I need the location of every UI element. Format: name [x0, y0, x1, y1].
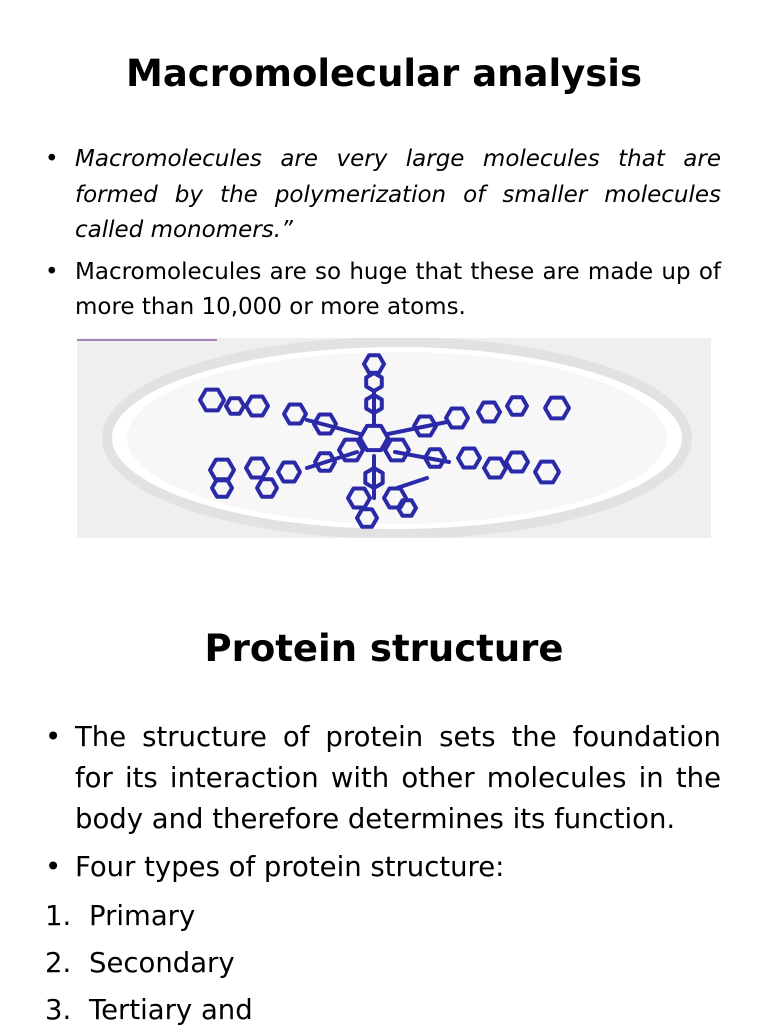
list-item	[45, 717, 721, 840]
bullet-marker: •	[45, 258, 59, 285]
bullet-list	[45, 717, 721, 895]
bullet-text: The structure of protein sets the foundation for its interaction with other molecules in the body and therefore determines its function.	[75, 721, 721, 835]
section-title: Protein structure	[204, 627, 564, 670]
item-number: 2.	[45, 947, 72, 979]
bullet-text: Four types of protein structure:	[75, 851, 505, 883]
bullet-marker: •	[45, 721, 62, 753]
bullet-list	[45, 142, 721, 332]
page-title: Macromolecular analysis	[126, 52, 642, 95]
bullet-text: Macromolecules are so huge that these are made up of more than 10,000 or more atoms.	[75, 258, 721, 320]
numbered-item-tertiary	[45, 987, 253, 1034]
macromolecule-structure-image	[77, 338, 711, 538]
bullet-marker: •	[45, 146, 59, 172]
list-item	[45, 142, 721, 249]
list-item	[45, 255, 721, 326]
macromolecule-figure	[77, 338, 711, 538]
numbered-list	[45, 893, 253, 1034]
numbered-item-secondary	[45, 940, 253, 987]
item-number: 1.	[45, 900, 72, 932]
item-label: Primary	[89, 900, 196, 932]
item-label: Tertiary and	[89, 994, 253, 1026]
bullet-text: Macromolecules are very large molecules that are formed by the polymerization of smaller molecules called monomers.”	[75, 146, 721, 243]
item-label: Secondary	[89, 947, 235, 979]
item-number: 3.	[45, 994, 72, 1026]
numbered-item-primary	[45, 893, 253, 940]
list-item	[45, 847, 721, 888]
bullet-marker: •	[45, 851, 62, 883]
